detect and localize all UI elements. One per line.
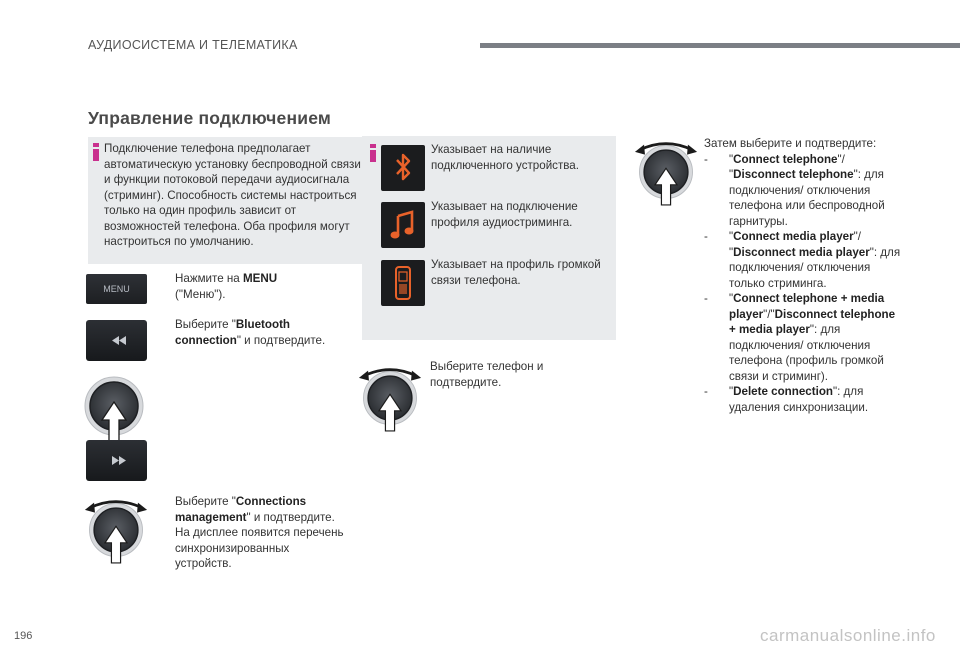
step-bluetooth [175, 317, 345, 348]
list-item: - "Connect telephone"/ "Disconnect telephone": для подключения/ отключения телефона или беспроводной гарнитуры. [704, 152, 885, 228]
step-menu [175, 271, 345, 302]
step-bt-bold: Bluetooth connection [175, 318, 291, 347]
menu-button: MENU [86, 274, 147, 304]
mobile-phone-icon [381, 260, 425, 306]
info-box-indicators [362, 136, 616, 340]
list-item: - "Connect media player"/ "Disconnect media player": для подключения/ отключения только стриминга. [704, 230, 901, 290]
step-menu-bold: MENU [242, 272, 278, 285]
section-header: АУДИОСИСТЕМА И ТЕЛЕМАТИКА [88, 38, 298, 52]
step-menu-post: ("Меню"). [175, 287, 226, 301]
page-title: Управление подключением [88, 108, 332, 128]
step-menu-pre: Нажмите на [175, 272, 243, 285]
step-cm-bold: Connections management [175, 495, 307, 524]
step-connections-management [175, 494, 345, 572]
step-bt-pre: Выберите " [175, 318, 236, 331]
info-box-connection [88, 137, 368, 264]
list-item: - "Delete connection": для удаления синхронизации. [704, 385, 869, 414]
watermark: carmanualsonline.info [760, 626, 936, 645]
bluetooth-icon [381, 145, 425, 191]
step-cm-pre: Выберите " [175, 495, 236, 508]
page-number: 196 [14, 630, 33, 642]
info-icon [91, 143, 101, 161]
fast-forward-icon [86, 440, 147, 481]
header-bar [480, 43, 960, 48]
step-select-phone: Выберите телефон и подтвердите. [430, 360, 544, 389]
rotate-press-knob-icon [84, 492, 148, 568]
step-cm-post: " и подтвердите. На дисплее появится перечень синхронизированных устройств. [175, 510, 344, 570]
indicator-text-bluetooth: Указывает на наличие подключенного устройства. [431, 143, 579, 172]
rewind-icon [86, 320, 147, 361]
info-text: Подключение телефона предполагает автоматическую установку беспроводной связи и функции потоковой передачи аудиосигнала (стриминг). Способность системы настроиться только на один профиль зависит от возможностей телефона. Оба профиля могут настроиться по умолчанию. [104, 142, 361, 248]
rotate-press-knob-icon [634, 134, 698, 210]
options-list [704, 136, 904, 415]
rotate-press-knob-icon [358, 360, 422, 436]
indicator-text-phone: Указывает на профиль громкой связи телефона. [431, 258, 601, 287]
rewind-button [86, 320, 147, 361]
info-icon [368, 144, 378, 162]
music-indicator [381, 202, 425, 248]
press-knob-icon [82, 368, 146, 444]
list-intro: Затем выберите и подтвердите: [704, 137, 877, 150]
forward-button [86, 440, 147, 481]
list-item: - "Connect telephone + media player"/"Disconnect telephone + media player": для подключения/ отключения телефона (профиль громкой связи и стриминг). [704, 292, 896, 383]
step-bt-post: " и подтвердите. [236, 333, 326, 347]
indicator-text-music: Указывает на подключение профиля аудиостриминга. [431, 200, 578, 229]
music-note-icon [381, 202, 425, 248]
phone-indicator [381, 260, 425, 306]
bluetooth-indicator [381, 145, 425, 191]
